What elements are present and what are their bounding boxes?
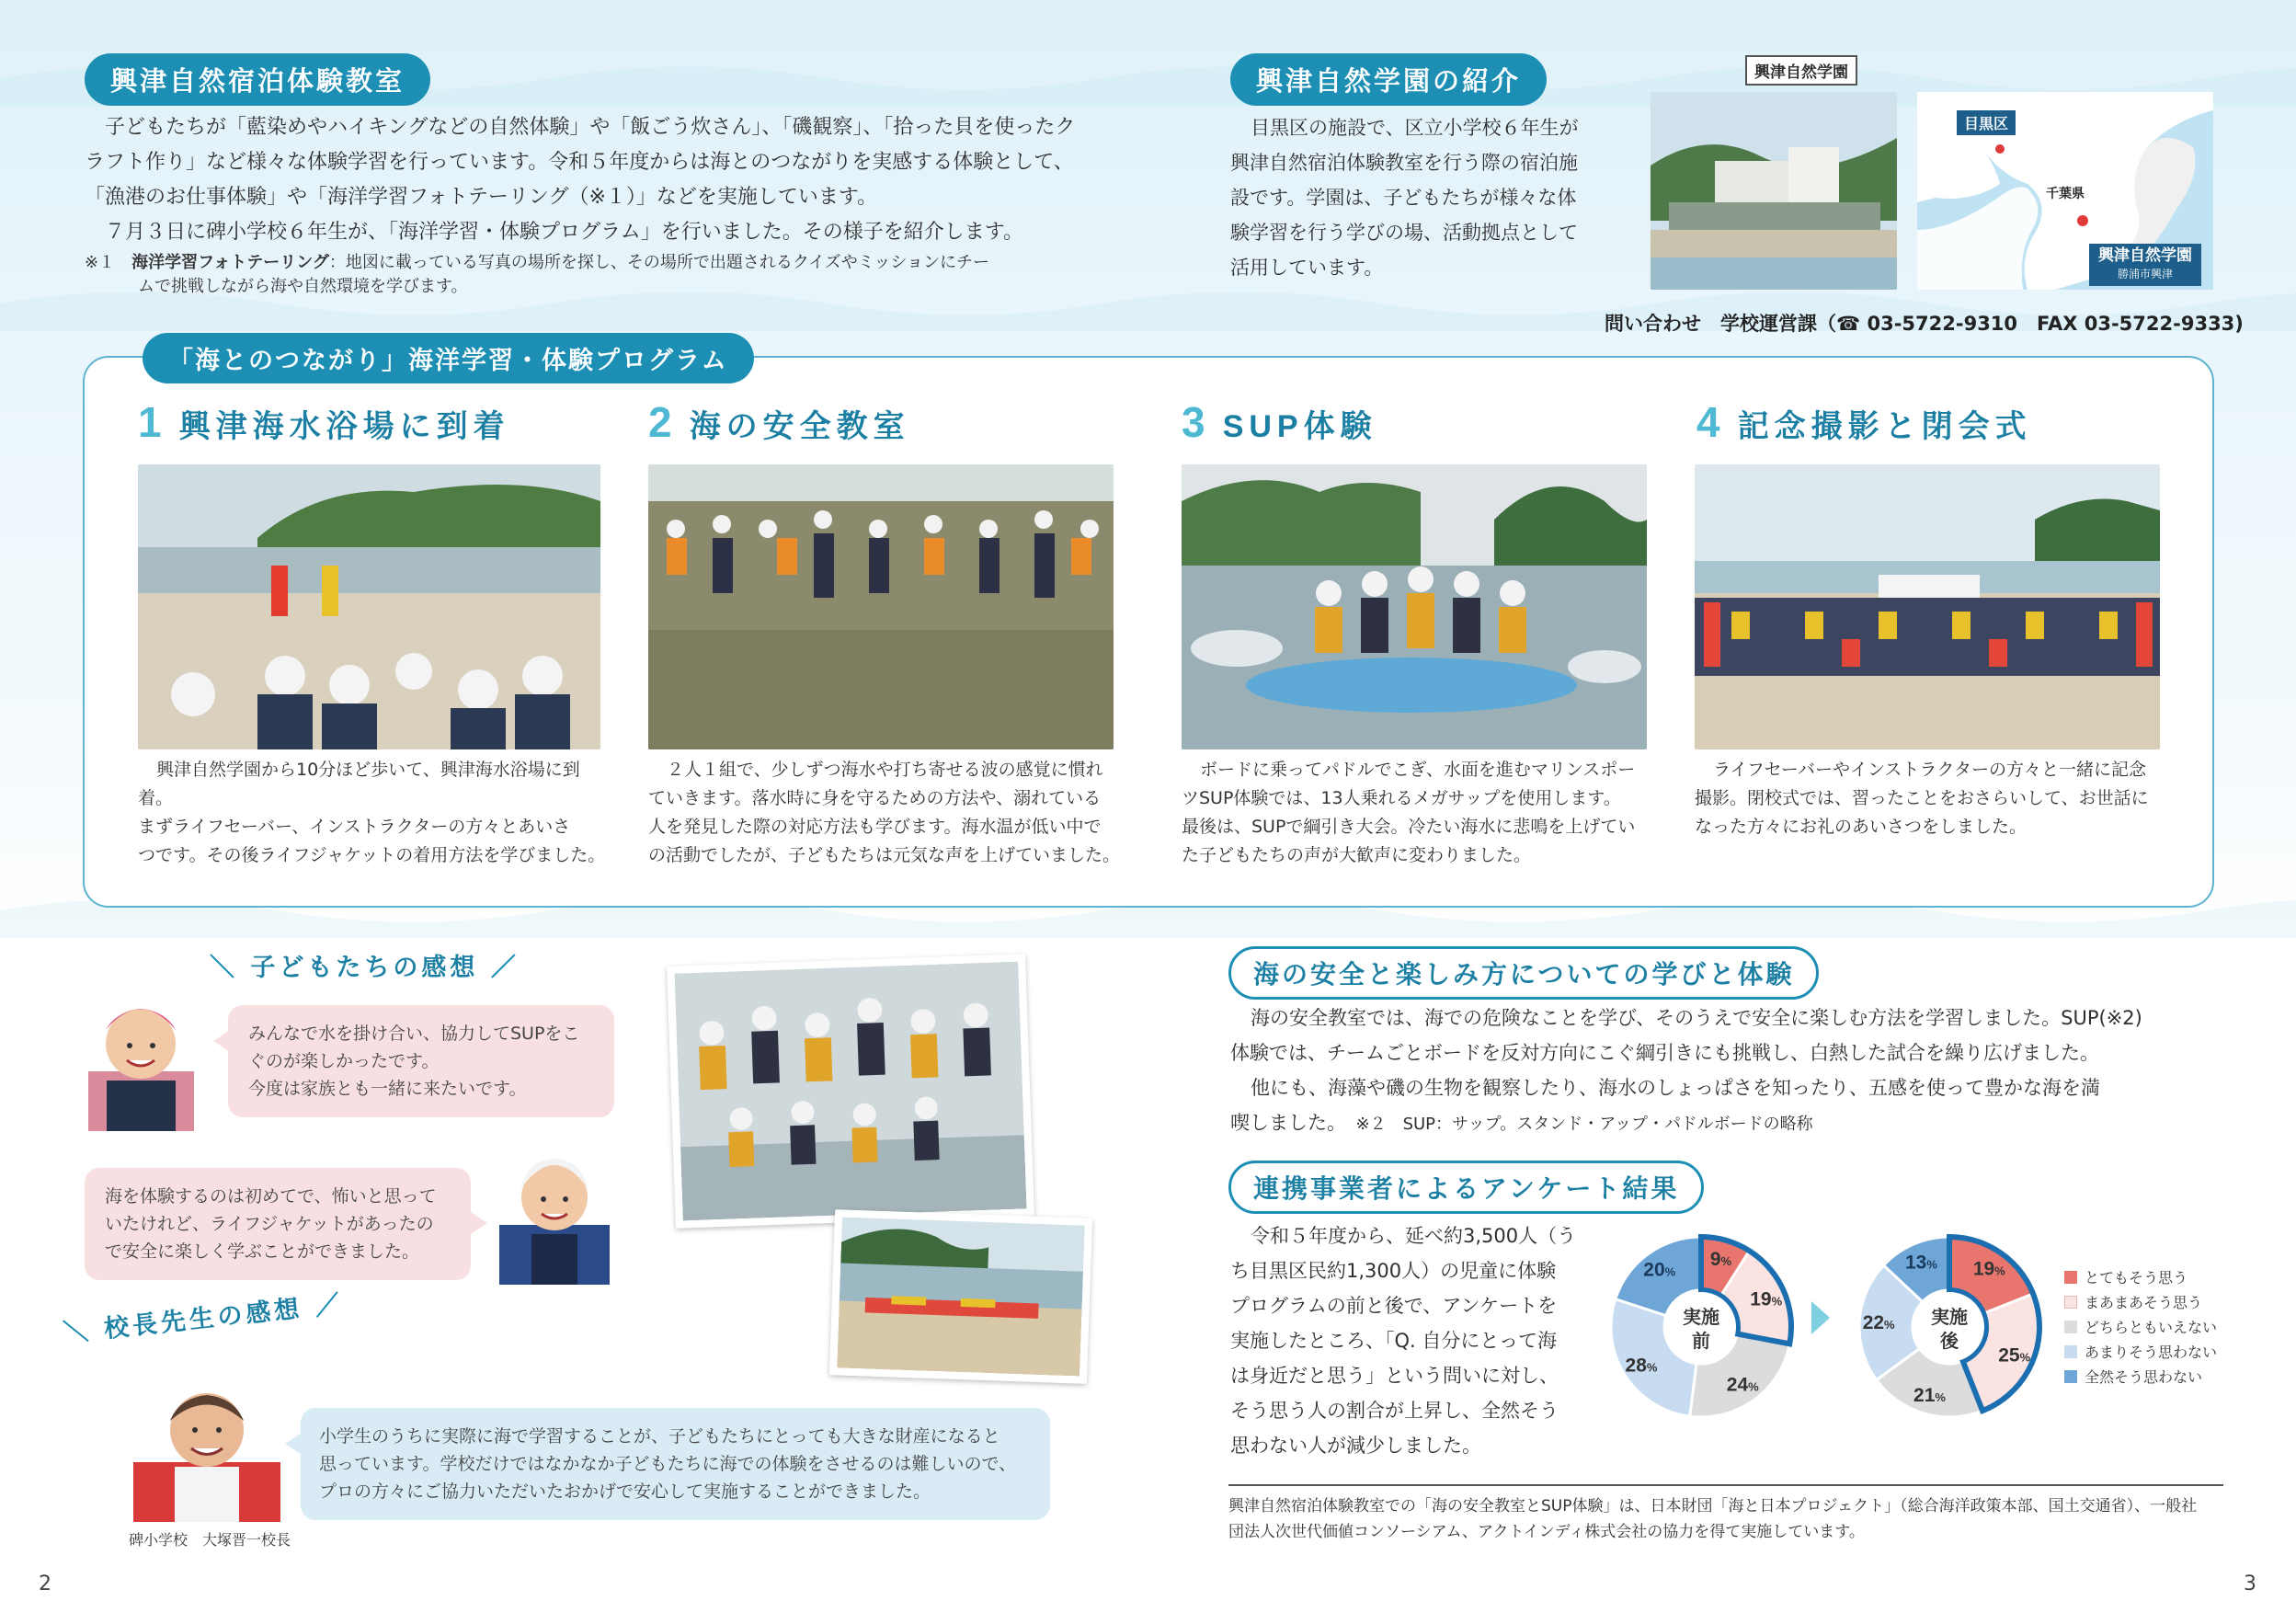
section-heading-gakuen: 興津自然学園の紹介: [1230, 53, 1547, 106]
slice-label: 25%: [1998, 1344, 2031, 1367]
safety-paragraph: [1230, 1001, 2223, 1142]
step-4-header: [1696, 397, 2032, 447]
survey-line: 実施したところ、「Q. 自分にとって海: [1230, 1330, 1557, 1352]
step-4-caption: [1695, 756, 2173, 841]
footnote-text: ：地図に載っている写真の場所を探し、その場所で出題されるクイズやミッションにチー: [328, 253, 990, 272]
facility-photo-label: 興津自然学園: [1745, 55, 1857, 86]
comment-line: 小学生のうちに実際に海で学習することが、子どもたちにとっても大きな財産になると: [319, 1426, 1000, 1447]
safety-note: ※２ SUP：サップ。スタンド・アップ・パドルボードの略称: [1355, 1115, 1813, 1134]
comment-line: プロの方々にご協力いただいたおかげで安心して実施することができました。: [319, 1481, 931, 1502]
principal-heading: [62, 1284, 345, 1349]
survey-line: プログラムの前と後で、アンケートを: [1230, 1295, 1558, 1317]
slice-label: 24%: [1726, 1374, 1759, 1396]
slash-decoration: ／: [490, 954, 520, 982]
comment-line: 思っています。学校だけではなかなか子どもたちに海での体験をさせるのは難しいので、: [319, 1454, 1017, 1474]
legend-swatch: [2064, 1345, 2077, 1358]
map-label-gakuen-name: 興津自然学園: [2098, 246, 2192, 265]
step-2-caption: [648, 756, 1126, 870]
caption-line: ２人１組で、少しずつ海水や打ち寄せる波の感覚に慣れ: [667, 760, 1103, 780]
legend-label: どちらともいえない: [2085, 1319, 2218, 1336]
safety-line: 海の安全教室では、海での危険なことを学び、そのうえで安全に楽しむ方法を学習しました。SUP(※2): [1251, 1007, 2142, 1029]
gakuen-line: 目黒区の施設で、区立小学校６年生が: [1251, 117, 1579, 139]
contact-fax: FAX 03-5722-9333): [2037, 313, 2244, 335]
map-label-gakuen: [2089, 244, 2201, 286]
bubble-tail: [471, 1212, 487, 1234]
footer-line: 興津自然宿泊体験教室での「海の安全教室とSUP体験」は、日本財団「海と日本プロジェクト」（総合海洋政策本部、国土交通省）、一般社: [1228, 1497, 2198, 1515]
step-2-header: [648, 397, 910, 447]
donut-center-label: 実施: [1683, 1306, 1719, 1328]
map-label-meguro: 目黒区: [1957, 110, 2016, 135]
section-heading-okitsu-camp: 興津自然宿泊体験教室: [85, 53, 430, 106]
slice-label: 20%: [1643, 1259, 1676, 1281]
legend-item: [2064, 1339, 2217, 1364]
page-number-right: 3: [2244, 1573, 2256, 1595]
intro-line: ラフト作り」など様々な体験学習を行っています。令和５年度からは海とのつながりを実感する体験として、: [85, 151, 1074, 174]
donut-center-label: 前: [1692, 1330, 1710, 1352]
caption-line: ボードに乗ってパドルでこぎ、水面を進むマリンスポー: [1200, 760, 1636, 780]
safety-line: [1230, 1105, 2223, 1142]
slice-label: 21%: [1913, 1384, 1946, 1406]
caption-line: の活動でしたが、子どもたちは元気な声を上げていました。: [648, 845, 1121, 865]
survey-line: は身近だと思う」という問いに対し、: [1230, 1365, 1559, 1387]
donut-center-label: 実施: [1931, 1306, 1968, 1328]
intro-line: ７月３日に碑小学校６年生が、「海洋学習・体験プログラム」を行いました。その様子を紹介します。: [105, 221, 1024, 244]
kid-comment-1: [228, 1005, 614, 1117]
safety-line-text: 喫しました。: [1230, 1112, 1337, 1134]
slash-decoration: ＼: [210, 954, 238, 982]
step-title: 記念撮影と閉会式: [1737, 408, 2032, 445]
map-label-chiba: 千葉県: [2046, 187, 2085, 201]
donut-after: [1859, 1237, 2039, 1417]
legend-label: 全然そう思わない: [2085, 1368, 2203, 1386]
survey-heading: 連携事業者によるアンケート結果: [1228, 1161, 1704, 1214]
kid-comment-2: [85, 1168, 471, 1280]
step-2-photo: [648, 464, 1114, 749]
group-photo-paddles: [667, 954, 1034, 1228]
step-title: 海の安全教室: [689, 408, 910, 445]
footnote-term: 海洋学習フォトテーリング: [131, 253, 329, 272]
contact-line: [1605, 309, 2244, 337]
comment-line: 海を体験するのは初めてで、怖いと思って: [105, 1186, 437, 1207]
principal-comment: [301, 1408, 1050, 1520]
page-number-left: 2: [39, 1573, 51, 1595]
caption-line: まずライフセーバー、インストラクターの方々とあいさ: [138, 817, 571, 837]
gakuen-line: 験学習を行う学びの場、活動拠点として: [1230, 222, 1578, 244]
footnote-1: [85, 251, 1096, 299]
slice-label: 19%: [1750, 1288, 1783, 1310]
legend-swatch: [2064, 1296, 2077, 1309]
step-3-photo: [1182, 464, 1647, 749]
bubble-tail: [285, 1433, 302, 1455]
principal-heading-text: 校長先生の感想: [102, 1294, 304, 1344]
legend-label: とてもそう思う: [2085, 1269, 2188, 1287]
gakuen-line: 設です。学園は、子どもたちが様々な体: [1230, 187, 1577, 209]
comment-line: いたけれど、ライフジャケットがあったの: [105, 1214, 434, 1234]
kids-heading: [210, 947, 520, 983]
survey-line: 令和５年度から、延べ約3,500人（う: [1251, 1225, 1577, 1247]
donut-before: [1611, 1237, 1791, 1417]
intro-paragraph: [85, 110, 1078, 250]
gakuen-line: 興津自然宿泊体験教室を行う際の宿泊施: [1230, 152, 1578, 174]
step-number: 2: [648, 398, 672, 446]
gakuen-paragraph: [1230, 110, 1616, 285]
kids-heading-text: 子どもたちの感想: [250, 954, 479, 982]
step-3-header: [1182, 397, 1377, 447]
bubble-tail: [213, 1030, 230, 1052]
intro-line: 子どもたちが「藍染めやハイキングなどの自然体験」や「飯ごう炊さん」、「磯観察」、「拾った貝を使ったク: [105, 116, 1076, 139]
slash-decoration: ＼: [62, 1316, 94, 1348]
legend-swatch: [2064, 1370, 2077, 1383]
footer-line: 団法人次世代価値コンソーシアム、アクトインディ株式会社の協力を得て実施しています。: [1228, 1523, 1865, 1541]
arrow-icon: [1811, 1301, 1830, 1334]
caption-line: ツSUP体験では、13人乗れるメガサップを使用します。: [1182, 788, 1621, 808]
step-number: 4: [1696, 398, 1720, 446]
survey-line: ち目黒区民約1,300人）の児童に体験: [1230, 1260, 1557, 1282]
step-1-caption: [138, 756, 607, 870]
intro-line: 「漁港のお仕事体験」や「海洋学習フォトテーリング（※１）」などを実施しています。: [85, 186, 878, 209]
step-1-photo: [138, 464, 600, 749]
safety-line: 他にも、海藻や磯の生物を観察したり、海水のしょっぱさを知ったり、五感を使って豊かな海を満: [1251, 1077, 2100, 1099]
legend-label: あまりそう思わない: [2085, 1344, 2218, 1361]
safety-heading: 海の安全と楽しみ方についての学びと体験: [1228, 946, 1819, 1000]
slice-label: 9%: [1709, 1249, 1732, 1271]
legend-label: まあまあそう思う: [2085, 1294, 2203, 1311]
program-heading: 「海とのつながり」海洋学習・体験プログラム: [143, 333, 754, 383]
caption-line: 人を発見した際の対応方法も学びます。海水温が低い中で: [648, 817, 1102, 837]
boy-avatar: [490, 1133, 619, 1285]
legend-swatch: [2064, 1271, 2077, 1284]
survey-line: 思わない人が減少しました。: [1230, 1435, 1481, 1457]
survey-chart-after: [1848, 1228, 2050, 1430]
survey-paragraph: [1230, 1218, 1598, 1463]
gakuen-line: 活用しています。: [1230, 257, 1384, 279]
footnote-text: ムで挑戦しながら海や自然環境を学びます。: [138, 277, 468, 296]
footnote-mark: ※１: [85, 253, 116, 272]
slice-label: 28%: [1625, 1355, 1658, 1377]
legend-item: [2064, 1314, 2217, 1339]
caption-line: 最後は、SUPで綱引き大会。冷たい海水に悲鳴を上げてい: [1182, 817, 1636, 837]
step-4-photo: [1695, 464, 2160, 749]
contact-tel: 03-5722-9310: [1867, 313, 2018, 335]
caption-line: ライフセーバーやインストラクターの方々と一緒に記念: [1713, 760, 2147, 780]
step-number: 3: [1182, 398, 1205, 446]
facility-photo: [1651, 92, 1897, 290]
slash-decoration: ／: [313, 1290, 345, 1322]
phone-icon: ☎: [1836, 313, 1861, 335]
map-label-city: 勝浦市興津: [2117, 268, 2173, 280]
caption-line: なった方々にお礼のあいさつをしました。: [1695, 817, 2028, 837]
survey-line: そう思う人の割合が上昇し、全然そう: [1230, 1400, 1559, 1422]
chart-legend: [2064, 1264, 2217, 1389]
beach-photo: [829, 1209, 1092, 1384]
contact-label: 問い合わせ 学校運営課: [1605, 313, 1817, 335]
legend-item: [2064, 1289, 2217, 1314]
comment-line: みんなで水を掛け合い、協力してSUPをこ: [248, 1024, 580, 1044]
caption-line: た子どもたちの声が大歓声に変わりました。: [1182, 845, 1532, 865]
footer-rule: [1228, 1484, 2223, 1486]
caption-line: つです。その後ライフジャケットの着用方法を学びました。: [138, 845, 606, 865]
step-1-header: [138, 397, 510, 447]
principal-name: 碑小学校 大塚晋一校長: [129, 1531, 291, 1549]
girl-avatar: [79, 979, 203, 1131]
step-title: SUP体験: [1222, 409, 1377, 444]
step-3-caption: [1182, 756, 1660, 870]
legend-item: [2064, 1264, 2217, 1289]
legend-item: [2064, 1364, 2217, 1389]
comment-line: で安全に楽しく学ぶことができました。: [105, 1241, 420, 1262]
contact-paren: （: [1817, 313, 1836, 335]
principal-avatar: [129, 1370, 285, 1522]
slice-label: 19%: [1972, 1258, 2005, 1280]
comment-line: ぐのが楽しかったです。: [248, 1051, 440, 1071]
step-number: 1: [138, 398, 162, 446]
slice-label: 13%: [1904, 1252, 1937, 1274]
caption-line: 撮影。閉校式では、習ったことをおさらいして、お世話に: [1695, 788, 2149, 808]
slice-label: 22%: [1862, 1312, 1895, 1334]
legend-swatch: [2064, 1321, 2077, 1333]
comment-line: 今度は家族とも一緒に来たいです。: [248, 1079, 527, 1099]
step-title: 興津海水浴場に到着: [178, 408, 510, 445]
caption-line: ていきます。落水時に身を守るための方法や、溺れている: [648, 788, 1102, 808]
safety-line: 体験では、チームごとボードを反対方向にこぐ綱引きにも挑戦し、白熱した試合を繰り広げました。: [1230, 1042, 2099, 1064]
footer-note: [1228, 1493, 2231, 1545]
donut-center-label: 後: [1940, 1330, 1959, 1352]
caption-line: 興津自然学園から10分ほど歩いて、興津海水浴場に到着。: [138, 760, 580, 808]
